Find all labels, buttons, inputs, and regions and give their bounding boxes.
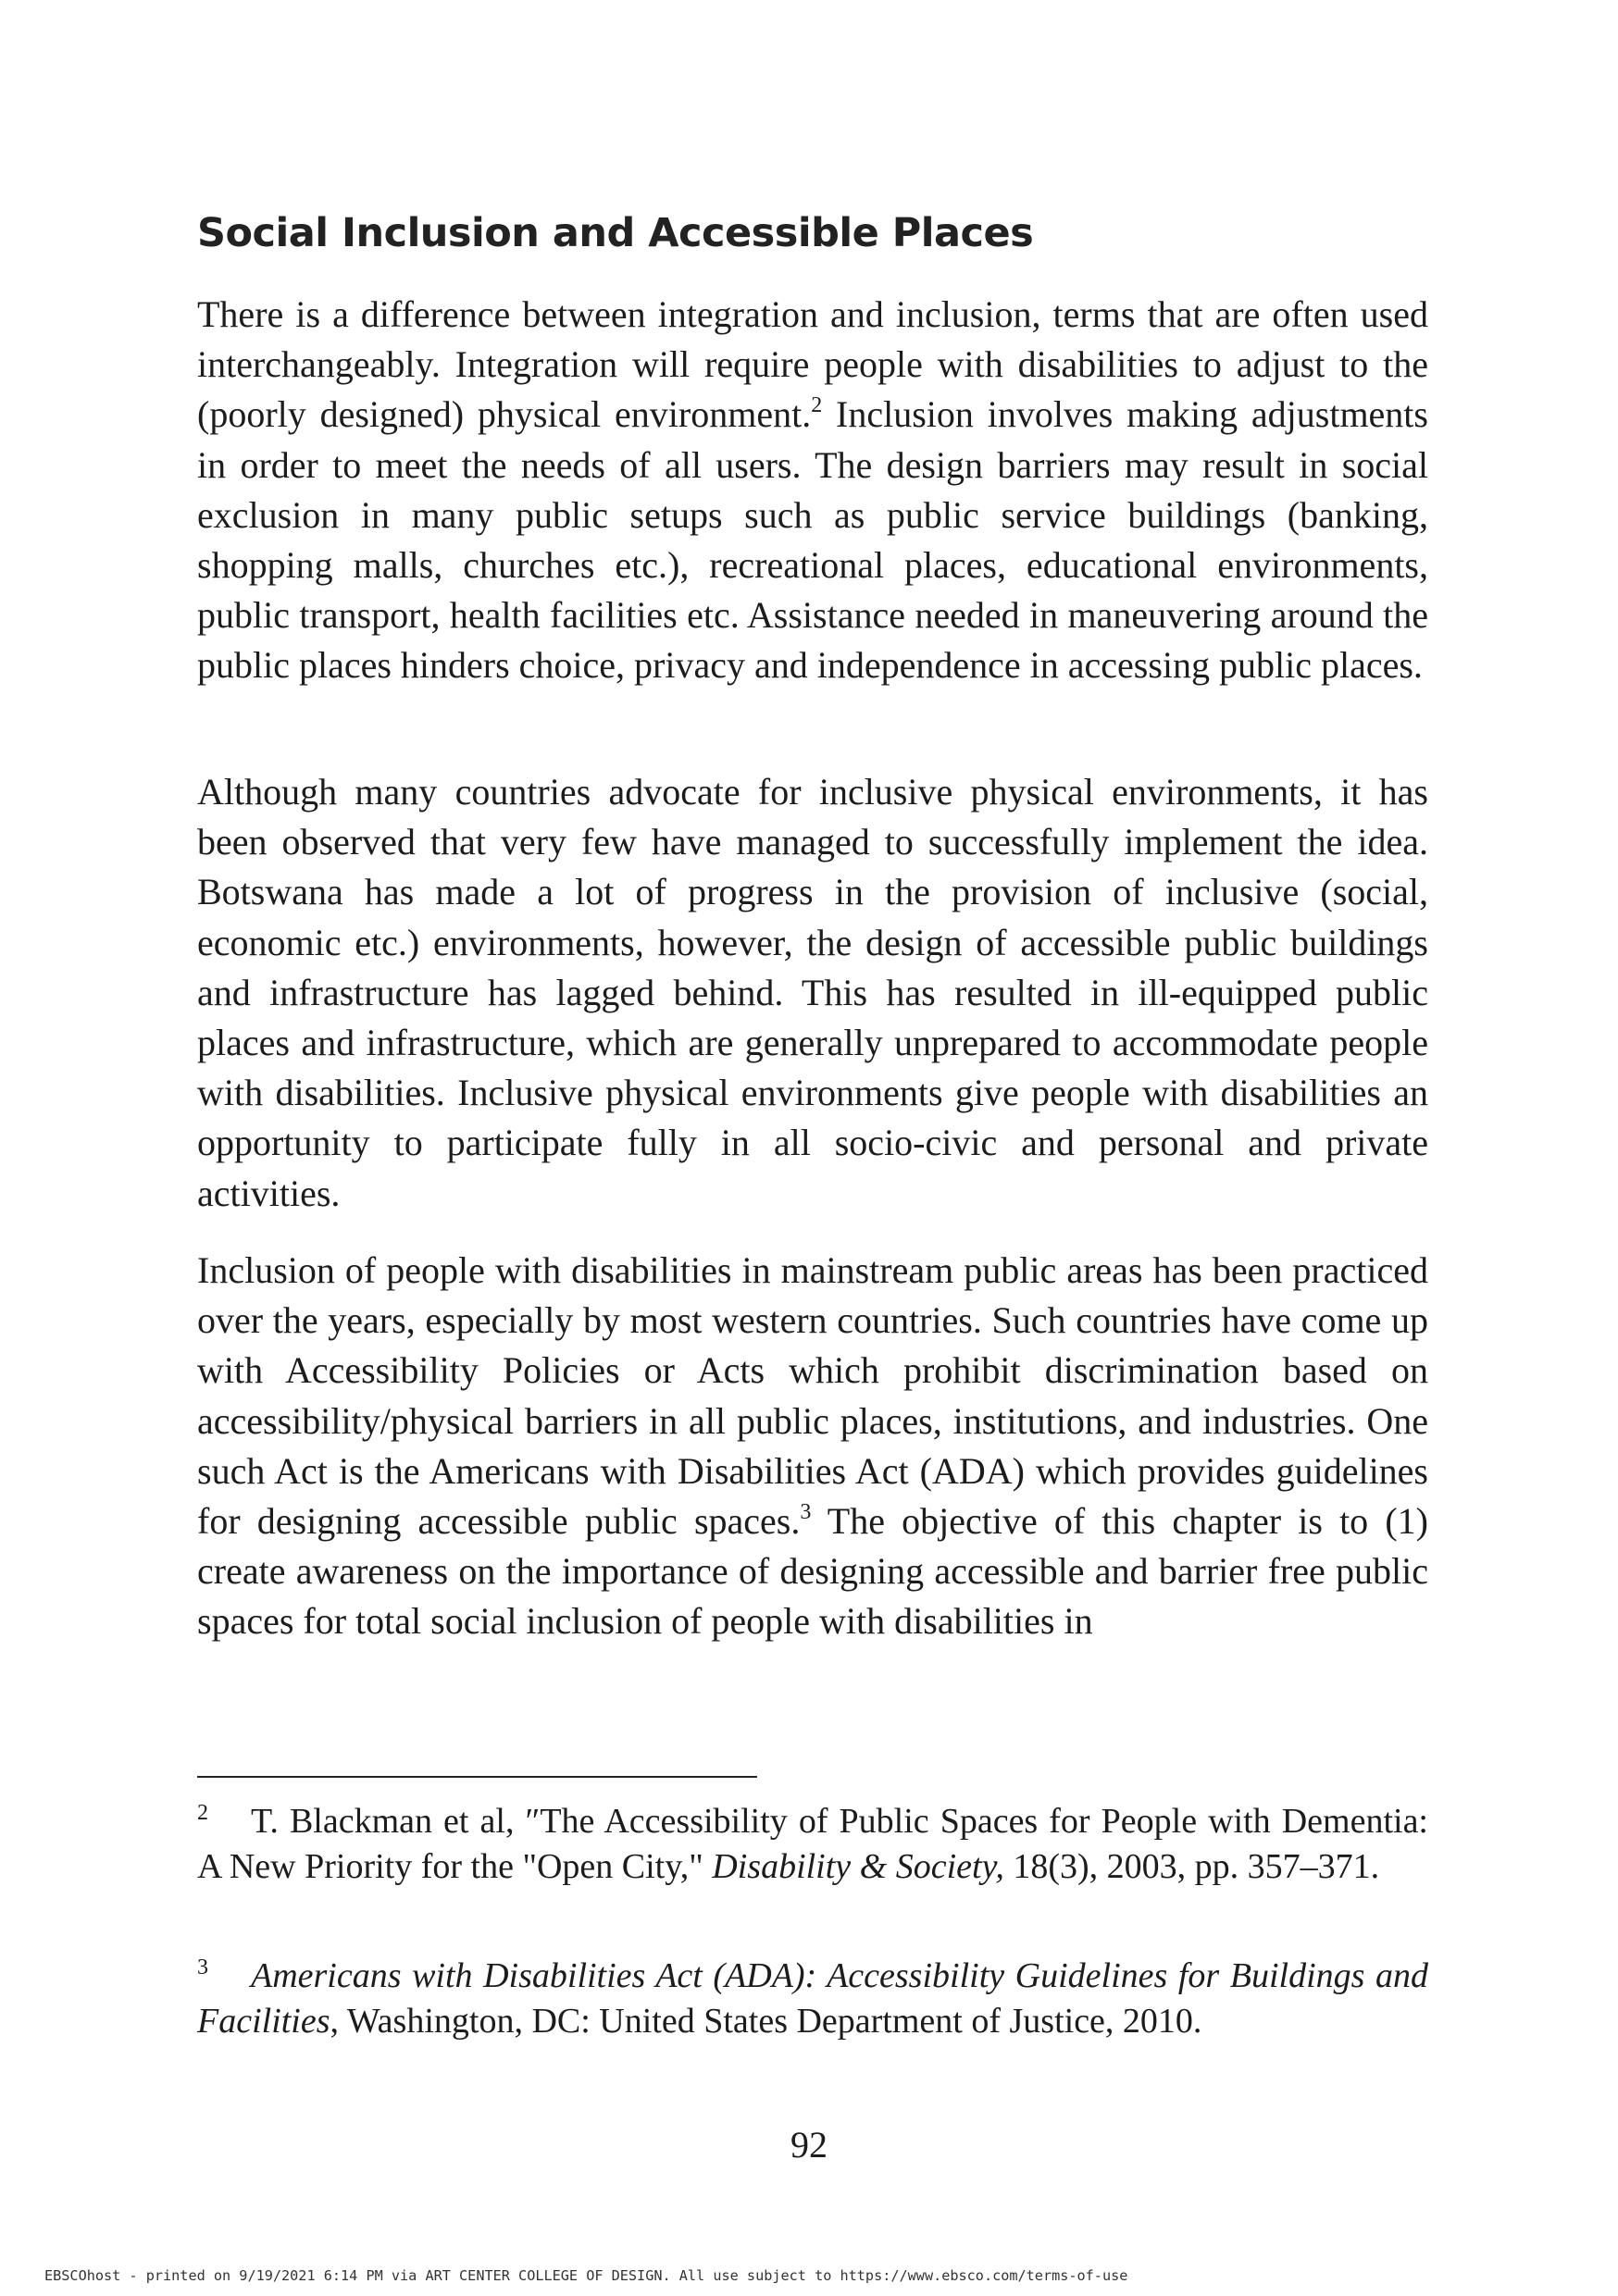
paragraph-1-text-a: There is a difference between integration and inclusion, terms that are often used interchangeably. Integration will require people with disabilities to adjust to the (poorly designed) physical environment. — [197, 293, 1428, 436]
print-footer: EBSCOhost - printed on 9/19/2021 6:14 PM via ART CENTER COLLEGE OF DESIGN. All use subject to https://www.ebsco.com/terms-of-use — [44, 2267, 1128, 2284]
paragraph-1 — [197, 290, 1428, 691]
footnote-ref-3[interactable]: 3 — [800, 1500, 812, 1525]
paragraph-3 — [197, 1246, 1428, 1647]
footnote-3-text: , Washington, DC: United States Department of Justice, 2010. — [330, 2002, 1202, 2041]
footnote-3: 3 Americans with Disabilities Act (ADA): Accessibility Guidelines for Buildings and Facilities, Washington, DC: United States Department of Justice, 2010. — [197, 1955, 1428, 2041]
footnote-2-text-b: 18(3), 2003, pp. 357–371. — [1003, 1847, 1380, 1886]
footnote-2-text-a: T. Blackman et al, ″The Accessibility of Public Spaces for People with Dementia: A New Priority for the "Open City," — [197, 1802, 1428, 1886]
paragraph-3-text-a: Inclusion of people with disabilities in mainstream public areas has been practiced over the years, especially by most western countries. Such countries have come up with Accessibility Policies or Acts which prohibit discrimination based on accessibility/physical barriers in all public places, institutions, and industries. One such Act is the Americans with Disabilities Act (ADA) which provides guidelines for designing accessible public spaces. — [197, 1249, 1428, 1543]
paragraph-2: Although many countries advocate for inclusive physical environments, it has been observed that very few have managed to successfully implement the idea. Botswana has made a lot of progress in the provision of inclusive (social, economic etc.) environments, however, the design of accessible public buildings and infrastructure has lagged behind. This has resulted in ill-equipped public places and infrastructure, which are generally unprepared to accommodate people with disabilities. Inclusive physical environments give people with disabilities an opportunity to participate fully in all socio-civic and personal and private activities. — [197, 771, 1428, 1214]
section-heading: Social Inclusion and Accessible Places — [197, 210, 1034, 256]
footnote-ref-2[interactable]: 2 — [811, 393, 823, 418]
footnote-3-title: Americans with Disabilities Act (ADA): Accessibility Guidelines for Buildings and Facilities — [197, 1956, 1428, 2041]
footnote-2: 2 T. Blackman et al, ″The Accessibility of Public Spaces for People with Dementia: A New Priority for the "Open City," Disability & Society, 18(3), 2003, pp. 357–371. — [197, 1801, 1428, 1886]
paragraph-3-text-b: The objective of this chapter is to (1) create awareness on the importance of designing accessible and barrier free public spaces for total social inclusion of people with disabilities in — [197, 1500, 1428, 1643]
paragraph-1-text-b: Inclusion involves making adjustments in order to meet the needs of all users. The design barriers may result in social exclusion in many public setups such as public service buildings (banking, shopping malls, churches etc.), recreational places, educational environments, public transport, health facilities etc. Assistance needed in maneuvering around the public places hinders choice, privacy and independence in accessing public places. — [197, 393, 1428, 687]
page-number: 92 — [790, 2124, 828, 2166]
footnote-divider — [197, 1776, 757, 1778]
footnote-2-journal: Disability & Society, — [712, 1847, 1004, 1886]
